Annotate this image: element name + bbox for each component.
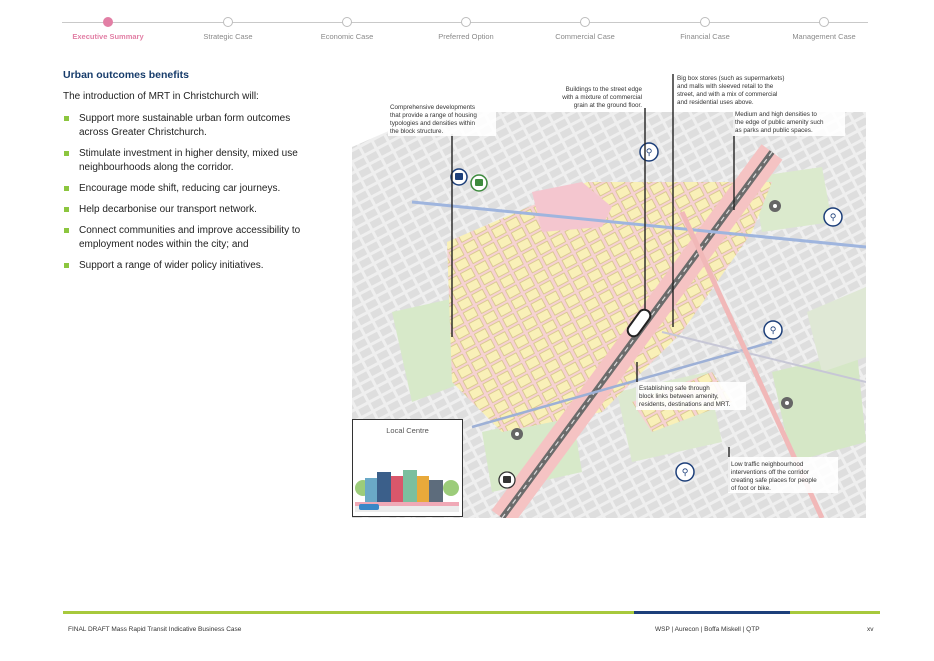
list-item [63, 224, 313, 252]
local-centre-inset [352, 419, 463, 517]
footer-authors: WSP | Aurecon | Boffa Miskell | QTP [655, 626, 760, 633]
intro-text: The introduction of MRT in Christchurch will: [63, 91, 259, 102]
svg-text:⚲: ⚲ [769, 325, 777, 335]
bike-icon [676, 463, 694, 481]
bullet-marker [64, 263, 69, 268]
step-preferred-option[interactable] [411, 14, 521, 41]
step-dot [580, 17, 590, 27]
train-icon [471, 175, 487, 191]
bike-icon [824, 208, 842, 226]
step-executive-summary[interactable] [53, 14, 163, 41]
callout-line: block links between amenity, [639, 393, 719, 400]
bus-icon [451, 169, 467, 185]
callout-line: and residential uses above. [677, 99, 754, 106]
svg-text:⚲: ⚲ [645, 147, 653, 157]
callout-line: as parks and public spaces. [735, 127, 813, 134]
step-economic-case[interactable] [292, 14, 402, 41]
footer-rule-accent [634, 611, 790, 614]
step-dot [700, 17, 710, 27]
location-pin-icon [781, 397, 793, 409]
progress-stepper [62, 14, 868, 48]
callout-line: that provide a range of housing [390, 112, 477, 119]
step-label: Economic Case [320, 32, 374, 41]
location-pin-icon [769, 200, 781, 212]
bike-icon [640, 143, 658, 161]
bullet-text: Support more sustainable urban form outcomes across Greater Christchurch. [79, 113, 291, 138]
callout-line: creating safe places for people [731, 477, 817, 484]
location-pin-icon [511, 428, 523, 440]
bullet-marker [64, 186, 69, 191]
callout-line: and malls with sleeved retail to the [677, 83, 774, 90]
footer-rule [63, 611, 880, 614]
callout-line: typologies and densities within [390, 120, 476, 127]
step-label: Preferred Option [438, 32, 494, 41]
list-item [63, 182, 313, 196]
step-label: Commercial Case [555, 32, 615, 41]
callout-line: Establishing safe through [639, 385, 710, 392]
callout-line: the block structure. [390, 128, 444, 135]
bullet-marker [64, 207, 69, 212]
callout-line: street, and with a mix of commercial [677, 91, 778, 98]
callout-line: Buildings to the street edge [565, 86, 642, 93]
callout-line: grain at the ground floor. [573, 102, 642, 109]
callout-line: the edge of public amenity such [735, 119, 824, 126]
step-management-case[interactable] [769, 14, 879, 41]
list-item [63, 112, 313, 140]
step-financial-case[interactable] [650, 14, 760, 41]
callout-line: interventions off the corridor [731, 469, 809, 476]
footer-document-title: FINAL DRAFT Mass Rapid Transit Indicative Business Case [68, 626, 242, 633]
list-item [63, 259, 313, 273]
bullet-text: Stimulate investment in higher density, mixed use neighbourhoods along the corridor. [79, 148, 298, 173]
bullet-text: Encourage mode shift, reducing car journeys. [79, 183, 281, 194]
step-dot [103, 17, 113, 27]
inset-streetscape [353, 436, 461, 516]
inset-title: Local Centre [386, 426, 429, 435]
step-dot [819, 17, 829, 27]
list-item [63, 203, 313, 217]
step-label: Strategic Case [203, 32, 253, 41]
step-dot [342, 17, 352, 27]
step-commercial-case[interactable] [530, 14, 640, 41]
callout-street-edge [548, 82, 644, 110]
bullet-text: Help decarbonise our transport network. [79, 204, 257, 215]
callout-comprehensive [388, 100, 496, 136]
train-icon [499, 472, 515, 488]
callout-through-block [636, 382, 746, 410]
svg-text:⚲: ⚲ [681, 467, 689, 477]
list-item [63, 147, 313, 175]
callout-line: with a mixture of commercial [562, 94, 642, 101]
callout-line: Big box stores (such as supermarkets) [677, 75, 785, 82]
callout-line: Medium and high densities to [735, 111, 817, 118]
bullet-text: Connect communities and improve accessibility to employment nodes within the city; and [79, 225, 301, 250]
section-heading: Urban outcomes benefits [63, 69, 190, 81]
callout-big-box [675, 72, 805, 108]
step-label: Financial Case [680, 32, 730, 41]
callout-line: Low traffic neighbourhood [731, 461, 804, 468]
bike-icon [764, 321, 782, 339]
bullet-marker [64, 116, 69, 121]
callout-line: of foot or bike. [731, 485, 771, 492]
step-dot [461, 17, 471, 27]
page-number: xv [867, 626, 874, 633]
step-label: Management Case [792, 32, 856, 41]
callout-amenity [733, 108, 845, 136]
callout-low-traffic [728, 457, 838, 493]
step-dot [223, 17, 233, 27]
callout-line: residents, destinations and MRT. [639, 401, 731, 408]
bullet-marker [64, 228, 69, 233]
bullet-text: Support a range of wider policy initiatives. [79, 260, 264, 271]
step-strategic-case[interactable] [173, 14, 283, 41]
svg-text:⚲: ⚲ [829, 212, 837, 222]
callout-line: Comprehensive developments [390, 104, 476, 111]
benefits-list [63, 112, 313, 280]
step-label: Executive Summary [72, 32, 144, 41]
bullet-marker [64, 151, 69, 156]
